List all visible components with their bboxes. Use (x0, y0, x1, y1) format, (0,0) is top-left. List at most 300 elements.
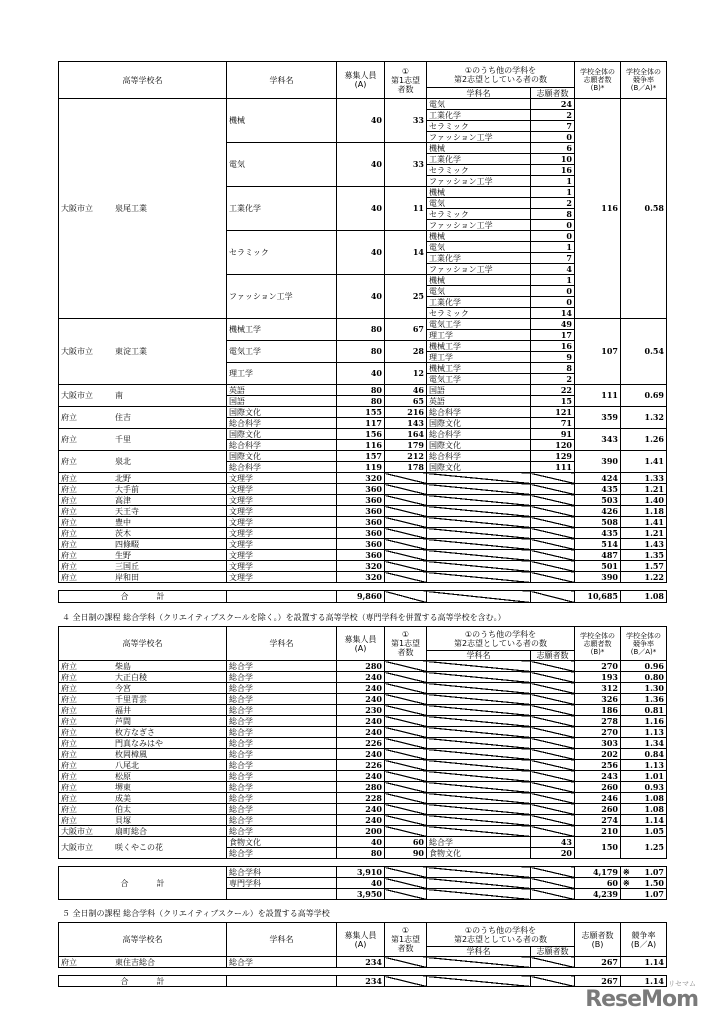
second-dept: セラミック (427, 165, 531, 176)
first-choice: 11 (385, 187, 427, 231)
total-ratio: 0.84 (621, 749, 667, 760)
capacity: 40 (337, 143, 385, 187)
second-count: 17 (531, 330, 575, 341)
school-name: 大手前 (115, 484, 139, 494)
school-name-cell (59, 683, 227, 694)
table-row (59, 407, 667, 418)
capacity: 40 (337, 99, 385, 143)
second-dept-empty (427, 815, 531, 826)
second-count-empty (531, 473, 575, 484)
dept-name: 総合学 (227, 760, 337, 771)
second-dept-empty (427, 782, 531, 793)
second-count: 16 (531, 341, 575, 352)
total-apps: 202 (575, 749, 621, 760)
school-name-cell (59, 957, 227, 968)
dept-name: 総合学 (227, 782, 337, 793)
second-dept: 総合学 (427, 837, 531, 848)
total-apps: 508 (575, 517, 621, 528)
school-name: 伯太 (115, 804, 131, 814)
note-mark: ※ (623, 866, 630, 877)
first-choice-empty (385, 738, 427, 749)
header-second-dept: 学科名 (427, 88, 531, 99)
dept-name: 文理学 (227, 484, 337, 495)
second-dept-empty (427, 957, 531, 968)
capacity: 119 (337, 462, 385, 473)
school-name: 松原 (115, 771, 131, 781)
school-prefecture: 府立 (61, 528, 77, 538)
total-capacity: 3,950 (337, 889, 385, 900)
dept-name: 機械 (227, 99, 337, 143)
second-dept-empty (427, 727, 531, 738)
school-prefecture: 府立 (61, 738, 77, 748)
first-choice-empty (385, 539, 427, 550)
second-dept-empty (427, 760, 531, 771)
total-capacity: 9,860 (337, 591, 385, 603)
capacity: 240 (337, 771, 385, 782)
capacity: 320 (337, 473, 385, 484)
capacity: 280 (337, 782, 385, 793)
table-row (59, 815, 667, 826)
capacity: 360 (337, 528, 385, 539)
second-dept: 機械 (427, 231, 531, 242)
dept-name: 機械工学 (227, 319, 337, 341)
header-second-count: 志願者数 (531, 88, 575, 99)
school-name: 枚方なぎさ (115, 727, 155, 737)
second-dept: 工業化学 (427, 297, 531, 308)
header-total-apps: 学校全体の 志願者数 (B)* (575, 62, 621, 99)
capacity: 240 (337, 694, 385, 705)
total-label-cell (59, 976, 227, 987)
second-dept-empty (427, 804, 531, 815)
total-ratio: 1.14 (621, 976, 667, 987)
school-prefecture: 府立 (61, 413, 77, 422)
school-prefecture: 府立 (61, 572, 77, 582)
table-row (59, 976, 667, 987)
second-dept-empty (427, 473, 531, 484)
dept-name: 文理学 (227, 550, 337, 561)
school-name-cell (59, 484, 227, 495)
second-count: 91 (531, 429, 575, 440)
second-dept: 電気 (427, 286, 531, 297)
school-prefecture: 府立 (61, 435, 77, 444)
school-prefecture: 大阪市立 (61, 826, 93, 836)
first-choice-empty (385, 804, 427, 815)
table-row (59, 859, 667, 867)
second-dept-empty (427, 495, 531, 506)
second-count: 6 (531, 143, 575, 154)
capacity: 155 (337, 407, 385, 418)
total-apps: 487 (575, 550, 621, 561)
table-row (59, 771, 667, 782)
dept-empty (227, 591, 337, 603)
table-row (59, 683, 667, 694)
second-count: 71 (531, 418, 575, 429)
header-second-choice: ①のうち他の学科を 第2志望としている者の数 (427, 62, 575, 88)
second-dept: 理工学 (427, 330, 531, 341)
dept-name: 総合学 (227, 705, 337, 716)
second-dept: 機械 (427, 275, 531, 286)
second-dept: 工業化学 (427, 154, 531, 165)
section5-heading: ５ 全日制の課程 総合学科（クリエイティブスクール）を設置する高等学校 (62, 909, 330, 918)
first-choice: 33 (385, 99, 427, 143)
second-count-empty (531, 661, 575, 672)
second-dept-empty (427, 694, 531, 705)
school-name-cell (59, 528, 227, 539)
school-name-cell (59, 782, 227, 793)
total-ratio: 0.93 (621, 782, 667, 793)
school-prefecture: 府立 (61, 771, 77, 781)
header-second-choice: ①のうち他の学科を 第2志望としている者の数 (427, 923, 575, 947)
first-choice-empty (385, 591, 427, 603)
second-dept: ファッション工学 (427, 264, 531, 275)
table-row (59, 550, 667, 561)
school-name: 千里 (115, 435, 131, 444)
school-name: 茨木 (115, 528, 131, 538)
total-ratio: 0.96 (621, 661, 667, 672)
second-count: 15 (531, 396, 575, 407)
school-name: 南 (115, 391, 123, 400)
table-row (59, 867, 667, 878)
school-name-cell (59, 572, 227, 583)
total-ratio-cell (621, 878, 667, 889)
second-count-empty (531, 572, 575, 583)
header-apps: 志願者数 (B) (575, 923, 621, 957)
dept-name: 国語 (227, 396, 337, 407)
total-apps: 303 (575, 738, 621, 749)
header-second-dept: 学科名 (427, 947, 531, 957)
total-apps: 111 (575, 385, 621, 407)
second-count-empty (531, 528, 575, 539)
table-row (59, 837, 667, 848)
school-name: 東淀工業 (115, 347, 147, 356)
second-dept-empty (427, 867, 531, 878)
dept-name: 国際文化 (227, 407, 337, 418)
first-choice-empty (385, 749, 427, 760)
section5-table (58, 922, 667, 987)
total-apps: 514 (575, 539, 621, 550)
capacity: 320 (337, 561, 385, 572)
second-count-empty (531, 760, 575, 771)
first-choice-empty (385, 506, 427, 517)
header-school: 高等学校名 (59, 923, 227, 957)
total-ratio: 1.34 (621, 738, 667, 749)
second-dept: セラミック (427, 308, 531, 319)
total-apps: 270 (575, 727, 621, 738)
school-name: 枚岡樟風 (115, 749, 147, 759)
second-count-empty (531, 591, 575, 603)
capacity: 40 (337, 837, 385, 848)
header-total-ratio: 学校全体の 競争率 (B／A)* (621, 62, 667, 99)
capacity: 320 (337, 572, 385, 583)
header-first-choice: ① 第1志望 者数 (385, 627, 427, 661)
capacity: 40 (337, 363, 385, 385)
second-dept-empty (427, 738, 531, 749)
second-dept-empty (427, 878, 531, 889)
dept-name: 総合学 (227, 793, 337, 804)
second-dept-empty (427, 506, 531, 517)
second-dept-empty (427, 550, 531, 561)
dept-name: 総合学 (227, 957, 337, 968)
second-dept-empty (427, 976, 531, 987)
school-prefecture: 府立 (61, 804, 77, 814)
school-name: 堺東 (115, 782, 131, 792)
header-capacity: 募集人員 (A) (337, 627, 385, 661)
dept-name: 国際文化 (227, 429, 337, 440)
table-row (59, 99, 667, 110)
second-dept-empty (427, 793, 531, 804)
capacity: 80 (337, 341, 385, 363)
total-ratio: 0.80 (621, 672, 667, 683)
total-ratio: 1.07 (644, 888, 664, 899)
total-ratio: 1.22 (621, 572, 667, 583)
logo-text: ReseMom (585, 987, 698, 1012)
second-count: 0 (531, 297, 575, 308)
dept-name: 文理学 (227, 517, 337, 528)
second-count: 7 (531, 253, 575, 264)
dept-name: 総合学 (227, 694, 337, 705)
table-row (59, 528, 667, 539)
first-choice: 14 (385, 231, 427, 275)
dept-name: 総合学 (227, 815, 337, 826)
total-ratio: 1.30 (621, 683, 667, 694)
school-prefecture: 府立 (61, 484, 77, 494)
table-row (59, 760, 667, 771)
second-count: 0 (531, 132, 575, 143)
school-name: 四條畷 (115, 539, 139, 549)
header-school: 高等学校名 (59, 62, 227, 99)
school-prefecture: 府立 (61, 760, 77, 770)
total-ratio-cell (621, 867, 667, 878)
table-row (59, 804, 667, 815)
total-apps: 186 (575, 705, 621, 716)
second-count: 14 (531, 308, 575, 319)
first-choice: 216 (385, 407, 427, 418)
second-count: 4 (531, 264, 575, 275)
second-dept: 総合科学 (427, 407, 531, 418)
second-dept-empty (427, 826, 531, 837)
dept-name: 総合学 (227, 661, 337, 672)
table-row (59, 694, 667, 705)
school-name-cell (59, 473, 227, 484)
section4-heading: ４ 全日制の課程 総合学科（クリエイティブスクールを除く。）を設置する高等学校（専門学科を併置する高等学校を含む。） (62, 613, 506, 622)
school-prefecture: 府立 (61, 506, 77, 516)
table-row (59, 738, 667, 749)
header-second-count: 志願者数 (531, 947, 575, 957)
school-prefecture: 府立 (61, 517, 77, 527)
second-count-empty (531, 804, 575, 815)
second-dept: 電気 (427, 99, 531, 110)
second-count-empty (531, 826, 575, 837)
second-dept: 工業化学 (427, 110, 531, 121)
second-dept-empty (427, 539, 531, 550)
second-count: 121 (531, 407, 575, 418)
spacer (59, 583, 667, 591)
total-ratio: 1.57 (621, 561, 667, 572)
capacity: 116 (337, 440, 385, 451)
table-row (59, 782, 667, 793)
total-ratio: 1.40 (621, 495, 667, 506)
first-choice-empty (385, 550, 427, 561)
dept-name: 総合科学 (227, 462, 337, 473)
dept-name: 総合学 (227, 716, 337, 727)
school-name: 北野 (115, 473, 131, 483)
second-count-empty (531, 672, 575, 683)
school-name: 東住吉総合 (115, 957, 155, 967)
total-label-2: 計 (156, 976, 165, 986)
school-name: 今宮 (115, 683, 131, 693)
table-row (59, 484, 667, 495)
second-dept: セラミック (427, 209, 531, 220)
total-apps: 501 (575, 561, 621, 572)
capacity: 360 (337, 484, 385, 495)
first-choice-empty (385, 716, 427, 727)
school-prefecture: 府立 (61, 473, 77, 483)
dept-name: 総合学 (227, 672, 337, 683)
total-label: 合 (120, 976, 129, 986)
dept-name: 英語 (227, 385, 337, 396)
total-label: 合 (120, 592, 129, 601)
school-name-cell (59, 760, 227, 771)
second-count: 0 (531, 220, 575, 231)
second-count-empty (531, 957, 575, 968)
total-apps: 150 (575, 837, 621, 859)
first-choice-empty (385, 572, 427, 583)
second-count-empty (531, 683, 575, 694)
school-name: 咲くやこの花 (115, 843, 163, 852)
dept-name: 文理学 (227, 473, 337, 484)
first-choice-empty (385, 561, 427, 572)
school-name-cell (59, 815, 227, 826)
second-count: 0 (531, 286, 575, 297)
dept-name: 文理学 (227, 506, 337, 517)
second-dept-empty (427, 683, 531, 694)
capacity: 240 (337, 683, 385, 694)
dept-name: 総合科学 (227, 440, 337, 451)
table-row (59, 727, 667, 738)
second-dept: 理工学 (427, 352, 531, 363)
total-apps: 10,685 (575, 591, 621, 603)
school-name-cell (59, 771, 227, 782)
school-prefecture: 府立 (61, 539, 77, 549)
total-apps: 424 (575, 473, 621, 484)
first-choice-empty (385, 517, 427, 528)
first-choice: 33 (385, 143, 427, 187)
dept-name: セラミック (227, 231, 337, 275)
total-apps: 274 (575, 815, 621, 826)
dept-name: 総合学 (227, 771, 337, 782)
dept-name: 文理学 (227, 528, 337, 539)
capacity: 360 (337, 539, 385, 550)
table-row (59, 429, 667, 440)
school-prefecture: 府立 (61, 694, 77, 704)
dept-name: 総合学 (227, 738, 337, 749)
table-row (59, 495, 667, 506)
first-choice: 25 (385, 275, 427, 319)
first-choice-empty (385, 683, 427, 694)
total-ratio: 1.21 (621, 528, 667, 539)
total-label-2: 計 (156, 592, 165, 601)
school-name-cell (59, 385, 227, 407)
school-name: 八尾北 (115, 760, 139, 770)
school-name-cell (59, 727, 227, 738)
total-ratio: 0.69 (621, 385, 667, 407)
table-row (59, 539, 667, 550)
school-prefecture: 府立 (61, 815, 77, 825)
first-choice-empty (385, 826, 427, 837)
second-dept: 工業化学 (427, 253, 531, 264)
first-choice-empty (385, 782, 427, 793)
second-dept: 国際文化 (427, 418, 531, 429)
total-ratio: 1.32 (621, 407, 667, 429)
capacity: 230 (337, 705, 385, 716)
first-choice: 67 (385, 319, 427, 341)
dept-name: 電気工学 (227, 341, 337, 363)
school-name: 門真なみはや (115, 738, 163, 748)
second-count: 120 (531, 440, 575, 451)
second-dept: 総合科学 (427, 451, 531, 462)
dept-name: 工業化学 (227, 187, 337, 231)
first-choice: 12 (385, 363, 427, 385)
dept-name: 文理学 (227, 572, 337, 583)
school-name-cell (59, 451, 227, 473)
second-count-empty (531, 495, 575, 506)
total-ratio: 1.01 (621, 771, 667, 782)
first-choice: 143 (385, 418, 427, 429)
second-dept-empty (427, 749, 531, 760)
second-count-empty (531, 867, 575, 878)
header-first-choice: ① 第1志望 者数 (385, 923, 427, 957)
first-choice: 46 (385, 385, 427, 396)
second-dept: 機械 (427, 187, 531, 198)
total-apps: 210 (575, 826, 621, 837)
total-ratio: 1.14 (621, 957, 667, 968)
table-row (59, 473, 667, 484)
second-count-empty (531, 749, 575, 760)
total-apps: 260 (575, 782, 621, 793)
first-choice-empty (385, 484, 427, 495)
table-row (59, 517, 667, 528)
table-row (59, 583, 667, 591)
capacity: 234 (337, 957, 385, 968)
school-name-cell (59, 804, 227, 815)
first-choice: 28 (385, 341, 427, 363)
table-row (59, 451, 667, 462)
total-ratio: 1.08 (621, 591, 667, 603)
dept-name: 総合学 (227, 727, 337, 738)
first-choice: 65 (385, 396, 427, 407)
school-name-cell (59, 661, 227, 672)
second-count-empty (531, 889, 575, 900)
total-ratio-cell (621, 889, 667, 900)
table-row (59, 661, 667, 672)
second-dept: 国際文化 (427, 440, 531, 451)
total-capacity: 3,910 (337, 867, 385, 878)
school-name: 大正白稜 (115, 672, 147, 682)
school-name-cell (59, 319, 227, 385)
first-choice: 164 (385, 429, 427, 440)
school-prefecture: 府立 (61, 561, 77, 571)
note-mark: ※ (623, 877, 630, 888)
second-count: 43 (531, 837, 575, 848)
first-choice-empty (385, 793, 427, 804)
school-name-cell (59, 429, 227, 451)
school-name-cell (59, 99, 227, 319)
second-count: 22 (531, 385, 575, 396)
dept-name: 理工学 (227, 363, 337, 385)
dept-name: 電気 (227, 143, 337, 187)
total-apps: 390 (575, 451, 621, 473)
first-choice-empty (385, 727, 427, 738)
